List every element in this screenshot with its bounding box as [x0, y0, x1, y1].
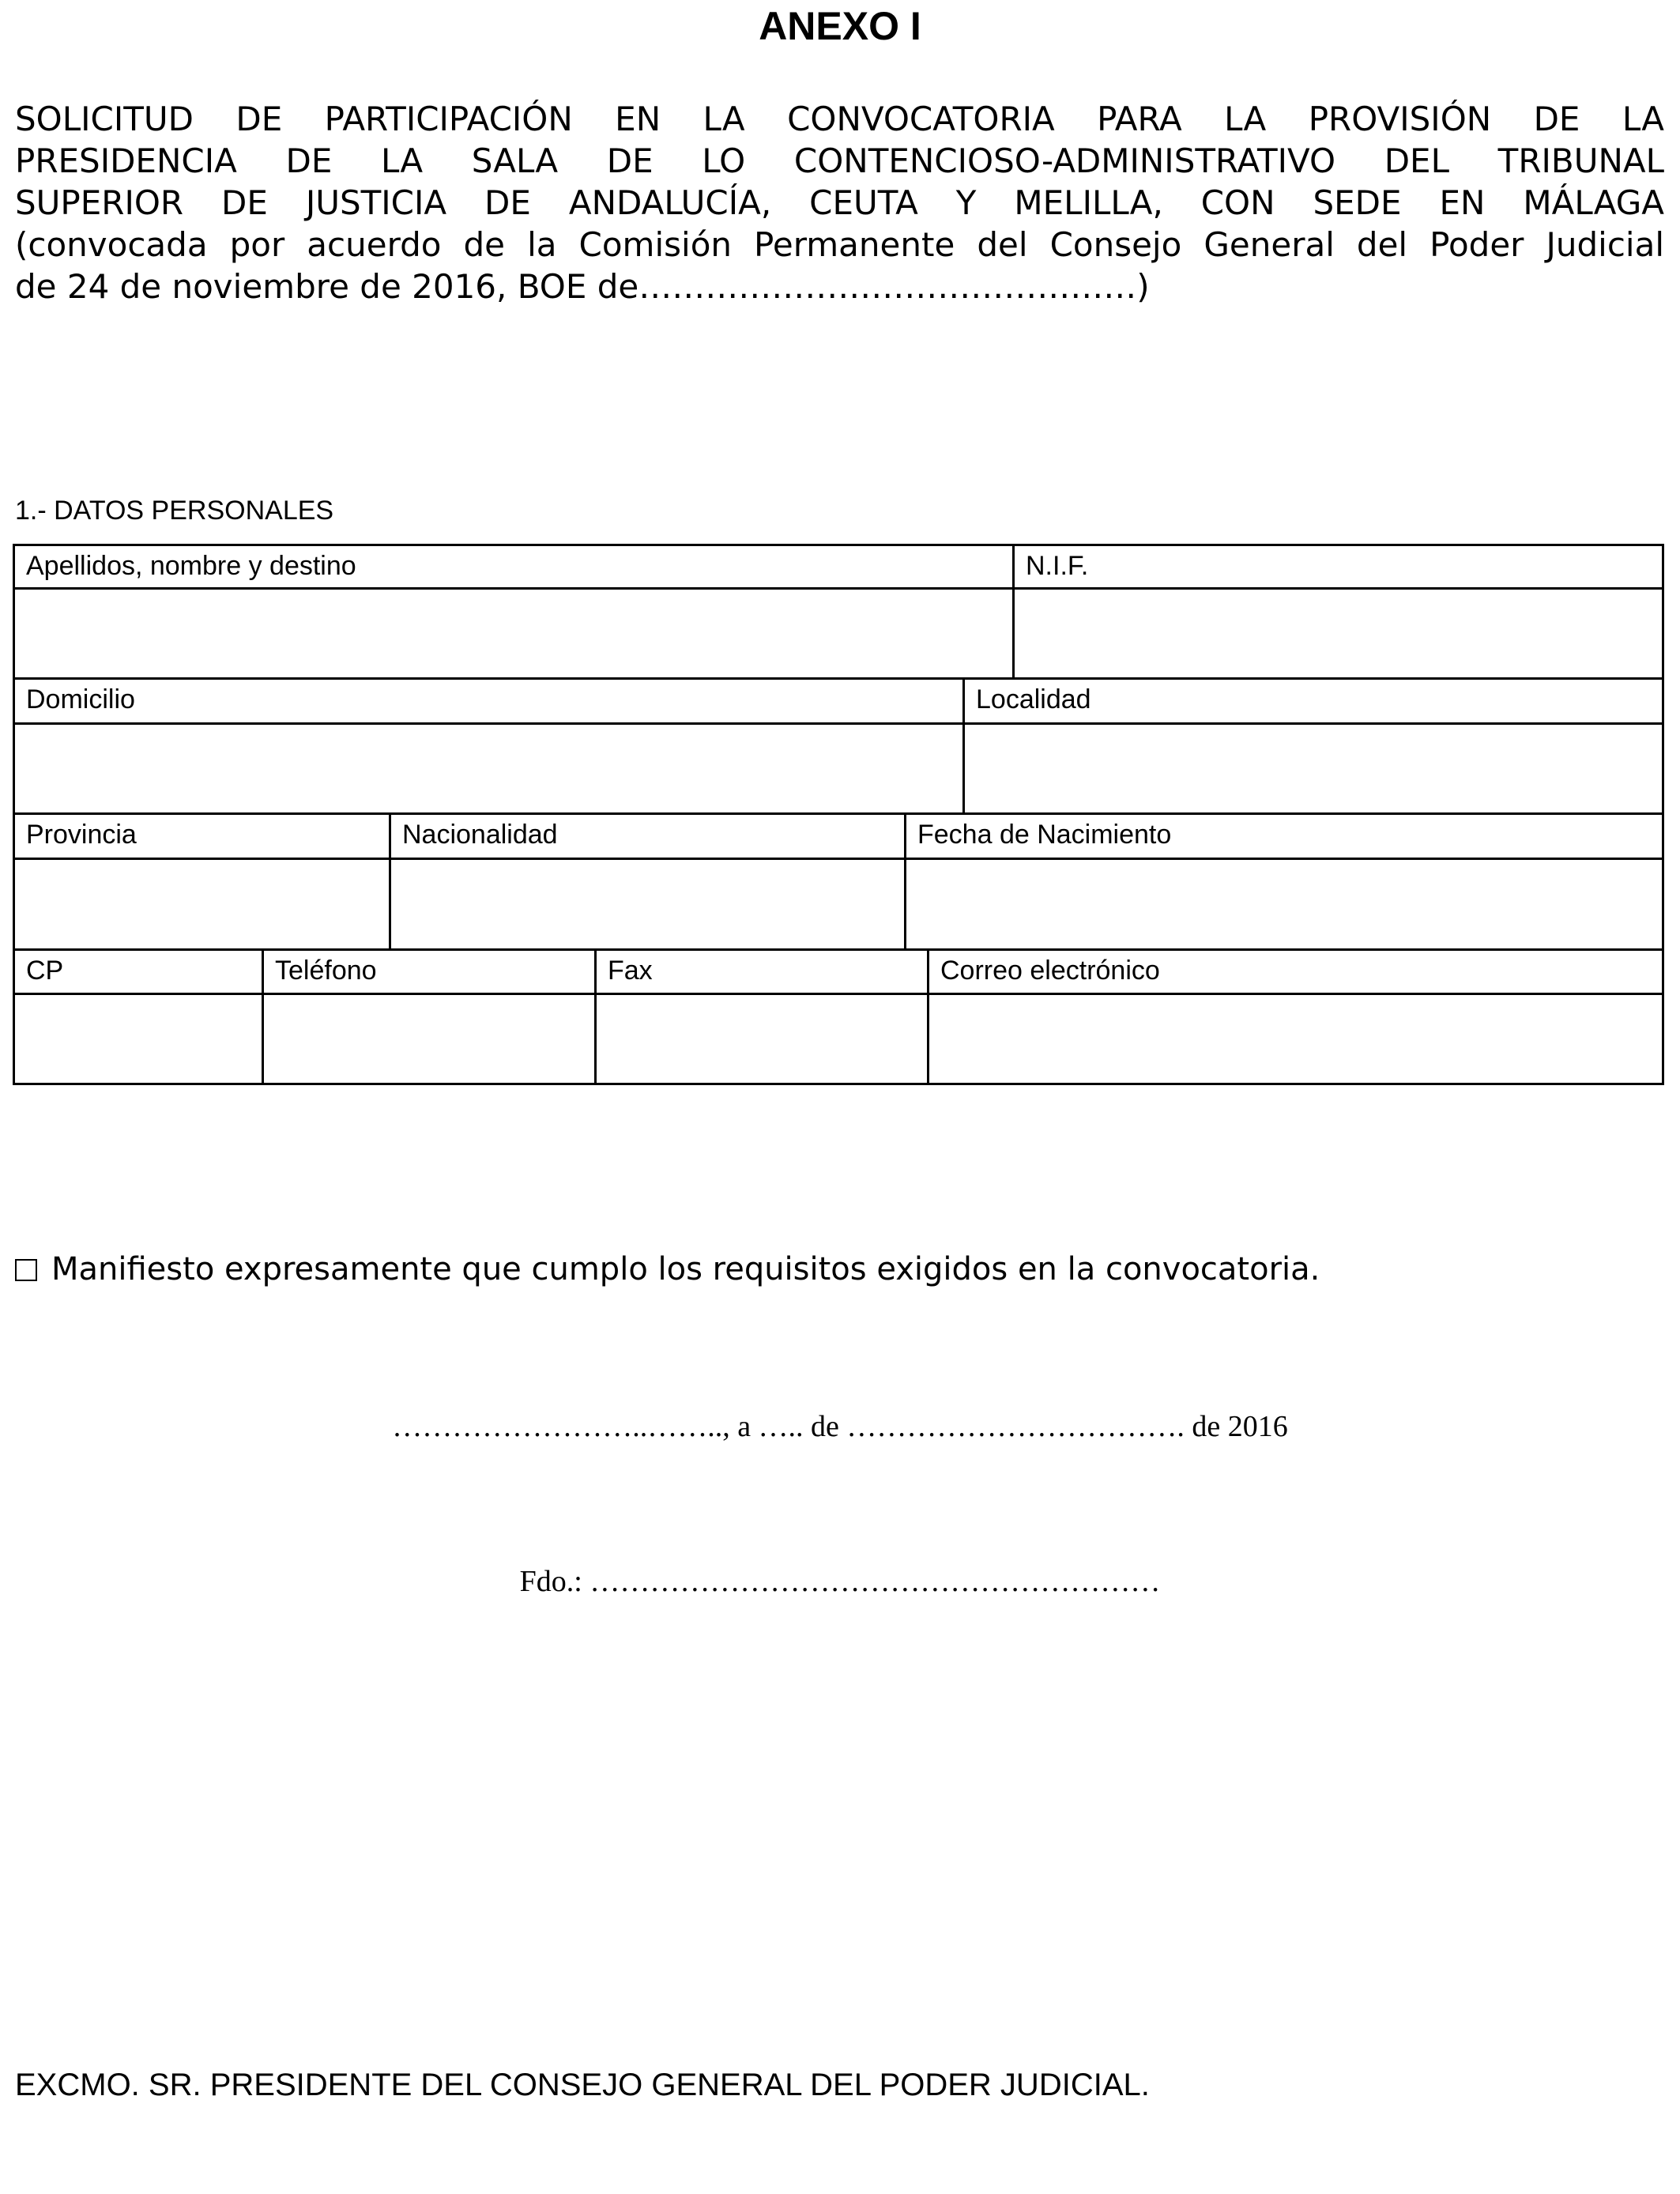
nif-label: N.I.F.	[1026, 551, 1089, 581]
fax-label: Fax	[608, 956, 653, 986]
nif-label-cell	[1012, 544, 1664, 590]
declaration-text: Manifiesto expresamente que cumplo los requisitos exigidos en la convocatoria.	[51, 1251, 1320, 1287]
correo-label: Correo electrónico	[940, 956, 1160, 986]
telefono-label: Teléfono	[275, 956, 377, 986]
provincia-label: Provincia	[26, 820, 137, 850]
nacionalidad-label-cell	[389, 812, 906, 860]
domicilio-input-field[interactable]	[13, 722, 965, 815]
localidad-label: Localidad	[976, 684, 1091, 714]
intro-line: de 24 de noviembre de 2016, BOE de………………………………………)	[15, 267, 1150, 306]
fax-input-field[interactable]	[594, 993, 929, 1085]
intro-line: PRESIDENCIA DE LA SALA DE LO CONTENCIOSO-ADMINISTRATIVO DEL TRIBUNAL	[15, 141, 1664, 180]
domicilio-label-cell	[13, 677, 965, 725]
fecha-nacimiento-label: Fecha de Nacimiento	[917, 820, 1172, 850]
domicilio-label: Domicilio	[26, 684, 135, 714]
addressee: EXCMO. SR. PRESIDENTE DEL CONSEJO GENERAL DEL PODER JUDICIAL.	[15, 2068, 1150, 2102]
place-date-line: ……………………..…….., a ….. de ……………………………. de 2016	[392, 1410, 1288, 1443]
fecha-nacimiento-label-cell	[904, 812, 1664, 860]
apellidos-input-field[interactable]	[13, 587, 1015, 680]
telefono-input-field[interactable]	[262, 993, 597, 1085]
localidad-label-cell	[962, 677, 1664, 725]
provincia-input-field[interactable]	[13, 858, 391, 951]
signature-line: Fdo.: …………………………………………………	[519, 1565, 1161, 1598]
intro-line: SUPERIOR DE JUSTICIA DE ANDALUCÍA, CEUTA Y MELILLA, CON SEDE EN MÁLAGA	[15, 183, 1664, 222]
telefono-label-cell	[262, 948, 597, 995]
cp-label: CP	[26, 956, 64, 986]
apellidos-label-cell	[13, 544, 1015, 590]
cp-label-cell	[13, 948, 264, 995]
fecha-nacimiento-input-field[interactable]	[904, 858, 1664, 951]
requirements-declaration	[15, 1247, 1320, 1291]
cp-input-field[interactable]	[13, 993, 264, 1085]
localidad-input-field[interactable]	[962, 722, 1664, 815]
nacionalidad-input-field[interactable]	[389, 858, 906, 951]
provincia-label-cell	[13, 812, 391, 860]
section-title-datos-personales: 1.- DATOS PERSONALES	[15, 496, 334, 526]
intro-line: SOLICITUD DE PARTICIPACIÓN EN LA CONVOCATORIA PARA LA PROVISIÓN DE LA	[15, 100, 1664, 138]
nacionalidad-label: Nacionalidad	[402, 820, 558, 850]
intro-line: (convocada por acuerdo de la Comisión Permanente del Consejo General del Poder Judicial	[15, 225, 1664, 264]
personal-data-form	[13, 544, 1664, 1088]
requirements-checkbox[interactable]	[15, 1259, 37, 1281]
correo-label-cell	[927, 948, 1664, 995]
fax-label-cell	[594, 948, 929, 995]
correo-input-field[interactable]	[927, 993, 1664, 1085]
intro-paragraph	[15, 98, 1664, 307]
nif-input-field[interactable]	[1012, 587, 1664, 680]
apellidos-label: Apellidos, nombre y destino	[26, 551, 356, 581]
document-title: ANEXO I	[759, 4, 921, 48]
